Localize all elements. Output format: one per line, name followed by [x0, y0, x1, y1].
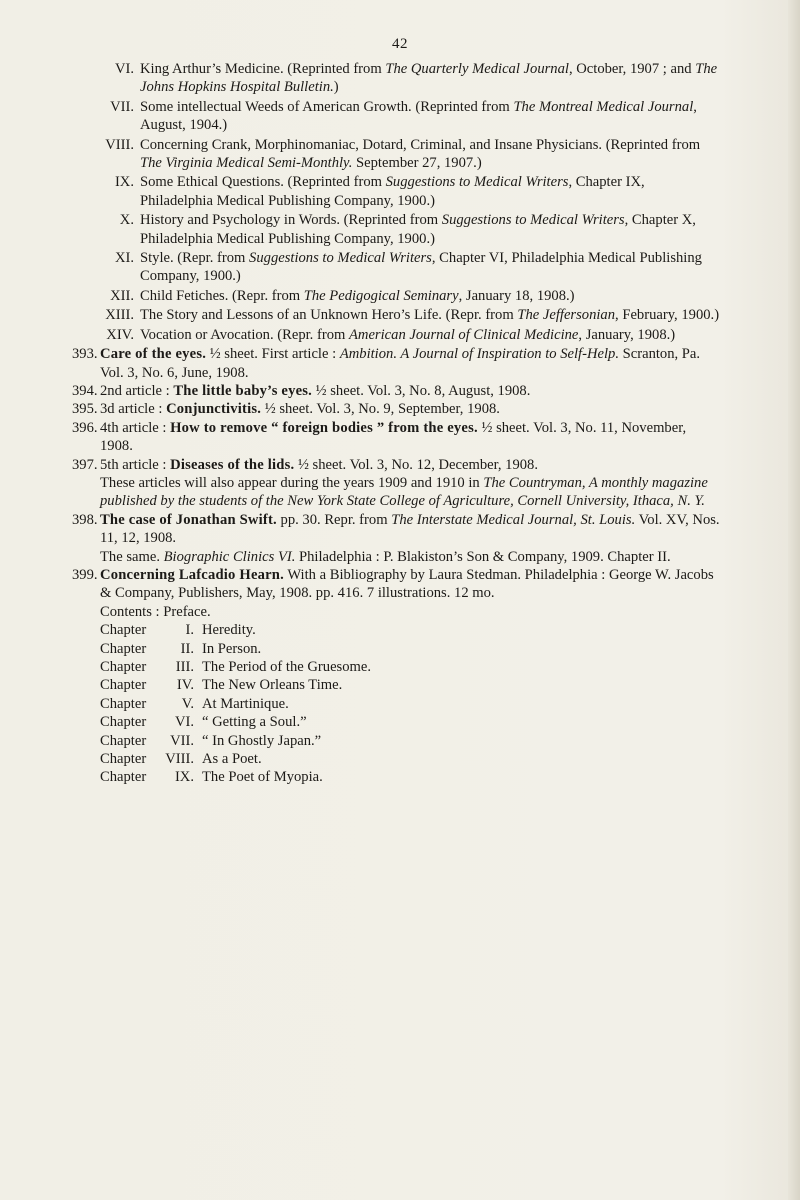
title-bold: Diseases of the lids.: [170, 456, 295, 473]
title-italic: Ambition. A Journal of Inspiration to Self-Help.: [339, 346, 619, 363]
entry-number: XIV.: [106, 326, 134, 343]
entry-text: Vol. XV, Nos. 11, 12, 1908.: [100, 511, 720, 547]
chapter-label: Chapter: [100, 695, 147, 712]
chapter-title: “ Getting a Soul.”: [202, 714, 307, 731]
entry-text: Style. (Repr. from: [140, 250, 250, 267]
entry-text: ½ sheet. First article :: [206, 346, 340, 363]
title-italic: The Interstate Medical Journal, St. Louis.: [391, 511, 636, 528]
entry-number: XIII.: [105, 307, 134, 324]
entry-number: 393.: [72, 346, 98, 363]
title-bold: The case of Jonathan Swift.: [100, 511, 277, 528]
chapter-number: III.: [175, 659, 194, 675]
entry-text: Some intellectual Weeds of American Growth. (Reprinted from: [140, 98, 514, 115]
title-italic: Suggestions to Medical Writers: [441, 212, 625, 229]
entry-number: 395.: [72, 401, 98, 418]
chapter-number: IX.: [174, 769, 194, 786]
entry-397-note: [70, 474, 720, 511]
entry-text: Child Fetiches. (Repr. from: [140, 287, 304, 304]
entry-text: Scranton, Pa. Vol. 3, No. 6, June, 1908.: [100, 346, 701, 381]
chapter-label: Chapter: [100, 640, 147, 657]
entry-text: King Arthur’s Medicine. (Reprinted from: [140, 61, 386, 77]
chapter-label: Chapter: [100, 732, 147, 749]
chapter-number: VIII.: [165, 751, 194, 768]
entry-number: 399.: [72, 566, 98, 583]
entry-398: [70, 511, 720, 548]
title-bold: Concerning Lafcadio Hearn.: [100, 566, 284, 583]
chapter-number: IV.: [176, 677, 194, 694]
entry-text: ½ sheet. Vol. 3, No. 11, November, 1908.: [100, 419, 687, 455]
title-italic: The Quarterly Medical Journal: [385, 61, 569, 77]
entry-text: Vocation or Avocation. (Repr. from: [140, 326, 349, 343]
chapter-label: Chapter: [100, 769, 147, 786]
title-italic: Suggestions to Medical Writers: [385, 174, 569, 191]
title-italic: The Jeffersonian: [517, 307, 616, 324]
chapter-rows: [100, 621, 720, 787]
chapter-number: I.: [185, 622, 194, 639]
page-edge-shadow: [788, 0, 800, 1200]
entry-number: VIII.: [105, 136, 134, 153]
entry-text: , October, 1907 ; and: [568, 61, 696, 77]
entry-number: XII.: [110, 287, 134, 304]
entry-text: pp. 30. Repr. from: [276, 511, 392, 528]
bibliography-content: [70, 60, 720, 787]
entry-text: ½ sheet. Vol. 3, No. 9, September, 1908.: [261, 401, 500, 418]
entry-text: , January, 1908.): [578, 326, 676, 343]
chapter-label: Chapter: [100, 622, 147, 639]
entry-text: The Story and Lessons of an Unknown Hero’s Life. (Repr. from: [140, 307, 518, 324]
chapter-label: Chapter: [100, 677, 147, 694]
reprint-entry: [70, 60, 720, 97]
title-italic: American Journal of Clinical Medicine: [349, 326, 579, 343]
entry-number: 394.: [72, 382, 98, 399]
entry-text: ): [333, 79, 339, 96]
title-italic: The Virginia Medical Semi-Monthly.: [140, 155, 353, 172]
reprint-entry: [70, 249, 720, 286]
chapter-title: “ In Ghostly Japan.”: [202, 732, 322, 749]
numbered-entry: [70, 456, 720, 474]
entry-text: 4th article :: [100, 419, 171, 436]
entry-399: [70, 566, 720, 603]
page-number: 42: [392, 36, 408, 52]
entry-text: Philadelphia : P. Blakiston’s Son & Company, 1909. Chapter II.: [295, 548, 671, 565]
chapter-title: At Martinique.: [202, 695, 289, 712]
chapter-row: [100, 732, 720, 750]
chapter-title: The Period of the Gruesome.: [202, 659, 371, 675]
chapter-row: [100, 750, 720, 768]
title-bold: The little baby’s eyes.: [173, 382, 312, 399]
entry-number: VI.: [114, 61, 134, 77]
entry-text: , Chapter X, Philadelphia Medical Publishing Company, 1900.): [140, 212, 696, 247]
entry-number: 398.: [72, 511, 98, 528]
contents-list: [70, 603, 720, 787]
reprint-entry: [70, 136, 720, 173]
reprint-entry: [70, 173, 720, 210]
reprint-entry: [70, 287, 720, 305]
chapter-row: [100, 768, 720, 786]
chapter-label: Chapter: [100, 714, 147, 731]
chapter-title: As a Poet.: [202, 751, 262, 768]
entry-text: , January 18, 1908.): [458, 287, 575, 304]
numbered-entry: [70, 345, 720, 382]
entry-number: XI.: [114, 250, 134, 267]
title-bold: Care of the eyes.: [100, 346, 207, 363]
chapter-title: The New Orleans Time.: [202, 677, 343, 694]
entry-text: September 27, 1907.): [352, 155, 482, 172]
title-italic: The Johns Hopkins Hospital Bulletin.: [140, 61, 718, 96]
numbered-entry: [70, 400, 720, 418]
entry-text: These articles will also appear during the years 1909 and 1910 in: [100, 474, 484, 491]
title-bold: How to remove “ foreign bodies ” from the eyes.: [170, 419, 478, 436]
entry-398-same: [70, 548, 720, 566]
numbered-entry: [70, 382, 720, 400]
chapter-row: [100, 676, 720, 694]
entry-text: , February, 1900.): [615, 307, 720, 324]
entry-text: , August, 1904.): [140, 98, 697, 134]
chapter-title: The Poet of Myopia.: [202, 769, 323, 786]
chapter-row: [100, 695, 720, 713]
chapter-number: II.: [180, 640, 194, 657]
entry-text: History and Psychology in Words. (Reprinted from: [140, 212, 442, 229]
chapter-number: VII.: [170, 732, 194, 749]
chapter-row: [100, 640, 720, 658]
chapter-title: Heredity.: [202, 622, 256, 639]
entry-text: Concerning Crank, Morphinomaniac, Dotard, Criminal, and Insane Physicians. (Reprinted from: [140, 136, 701, 153]
entry-text: With a Bibliography by Laura Stedman. Philadelphia : George W. Jacobs & Company, Publishers, May, 1908. pp. 416. 7 illustrations. 12 mo.: [100, 566, 714, 602]
chapter-number: V.: [181, 695, 194, 712]
entry-text: 5th article :: [100, 456, 171, 473]
entry-number: 397.: [72, 456, 98, 473]
entry-number: X.: [119, 212, 134, 229]
entry-text: , Chapter VI, Philadelphia Medical Publishing Company, 1900.): [140, 250, 702, 285]
reprint-entry: [70, 98, 720, 135]
chapter-label: Chapter: [100, 751, 147, 768]
chapter-label: Chapter: [100, 659, 147, 675]
entry-text: 3d article :: [100, 401, 167, 418]
entry-text: ½ sheet. Vol. 3, No. 8, August, 1908.: [312, 382, 531, 399]
entry-text: ½ sheet. Vol. 3, No. 12, December, 1908.: [294, 456, 539, 473]
reprint-list: [70, 60, 720, 344]
title-italic: Biographic Clinics VI.: [163, 548, 296, 565]
title-italic: Suggestions to Medical Writers: [249, 250, 432, 267]
chapter-row: [100, 713, 720, 731]
chapter-title: In Person.: [202, 640, 262, 657]
numbered-entry: [70, 419, 720, 456]
title-italic: The Pedigogical Seminary: [303, 287, 459, 304]
chapter-row: [100, 658, 720, 676]
entry-text: 2nd article :: [100, 382, 174, 399]
contents-label: Contents : Preface.: [100, 603, 211, 620]
title-bold: Conjunctivitis.: [166, 401, 262, 418]
chapter-number: VI.: [174, 714, 194, 731]
title-italic: The Countryman, A monthly magazine published by the students of the New York State College of Agriculture, Cornell University, Ithaca, N. Y.: [100, 474, 708, 510]
entry-text: , Chapter IX, Philadelphia Medical Publishing Company, 1900.): [140, 174, 645, 209]
numbered-list: [70, 345, 720, 474]
reprint-entry: [70, 326, 720, 344]
title-italic: The Montreal Medical Journal: [513, 98, 694, 115]
entry-text: The same.: [100, 548, 164, 565]
entry-number: VII.: [110, 98, 134, 115]
entry-number: 396.: [72, 419, 98, 436]
entry-number: IX.: [114, 174, 134, 191]
entry-text: Some Ethical Questions. (Reprinted from: [140, 174, 386, 191]
chapter-row: [100, 621, 720, 639]
reprint-entry: [70, 211, 720, 248]
reprint-entry: [70, 306, 720, 324]
